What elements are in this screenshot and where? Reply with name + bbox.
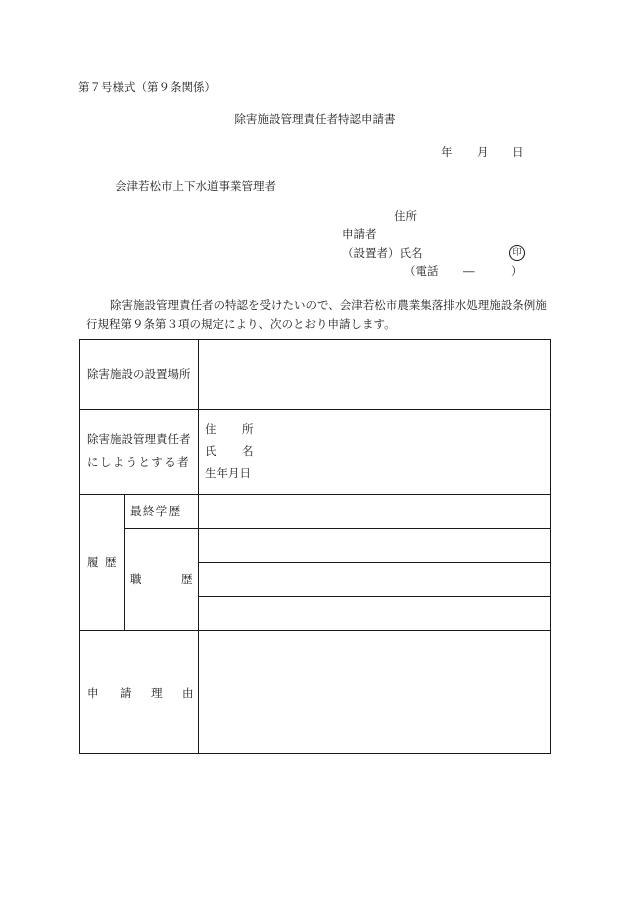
date-month-label: 月 [477,145,489,159]
career-field-2[interactable] [199,563,550,596]
career-field-1[interactable] [199,529,550,562]
date-day-label: 日 [512,145,524,159]
education-field[interactable] [199,495,550,528]
phone-dash: ― [463,264,475,278]
reason-label-1: 申 [87,686,99,700]
manager-name-label-b: 名 [242,444,254,458]
intro-paragraph: 除害施設管理責任者の特認を受けたいので、会津若松市農業集落排水処理施設条例施行規程第９条第３項の規定により、次のとおり申請します。 [86,298,547,331]
history-label-a: 履 [87,555,99,569]
installer-name-label: （設置者）氏名 [342,246,423,260]
facility-location-label: 除害施設の設置場所 [87,367,191,381]
manager-birth-label: 生年月日 [205,466,251,480]
education-label: 最終学歴 [130,504,182,518]
career-field-3[interactable] [199,597,550,630]
applicant-label: 申請者 [342,227,377,241]
phone-close-paren: ） [511,264,523,278]
manager-label-line1: 除害施設管理責任者 [87,432,191,446]
manager-address-label-a: 住 [205,422,217,436]
career-label-a: 職 [130,572,142,586]
form-number: 第７号様式（第９条関係） [78,80,216,94]
addressee: 会津若松市上下水道事業管理者 [115,179,276,193]
history-label-b: 歴 [105,555,117,569]
application-table [79,339,551,754]
career-label-b: 歴 [181,572,193,586]
manager-label-line2: にしようとする者 [87,455,191,469]
reason-label-4: 由 [182,686,194,700]
manager-name-label-a: 氏 [205,444,217,458]
reason-label-2: 請 [120,686,132,700]
phone-label: （電話 [404,264,439,278]
history-column-divider [124,494,125,630]
reason-label-3: 理 [151,686,163,700]
date-year-label: 年 [441,145,453,159]
facility-location-field[interactable] [199,340,550,409]
document-title: 除害施設管理責任者特認申請書 [234,112,396,126]
row-divider [80,409,550,410]
seal-mark: 印 [509,245,525,261]
reason-field[interactable] [199,631,550,753]
applicant-address-label: 住所 [394,209,417,223]
manager-info-field[interactable] [270,418,546,488]
manager-address-label-b: 所 [242,422,254,436]
